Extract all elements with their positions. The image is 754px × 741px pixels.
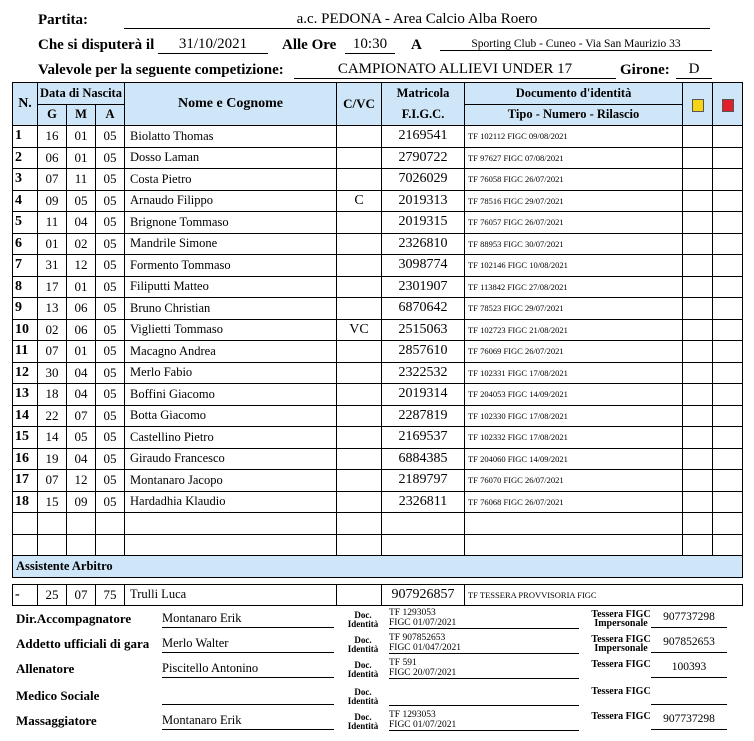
player-name: Boffini Giacomo [125,384,337,406]
red-card-cell [713,298,743,320]
col-documento-sub-header: Tipo - Numero - Rilascio [465,104,683,126]
birth-day: 11 [38,212,67,234]
empty-number [13,513,38,535]
player-row [13,255,743,277]
birth-month: 02 [67,233,96,255]
birth-month: 01 [67,341,96,363]
tessera-value: 907852653 [651,636,727,653]
captain-cell [337,276,382,298]
player-row [13,147,743,169]
empty-matricola [382,513,465,535]
staff-document-issue: FIGC 01/07/2021 [389,618,457,628]
staff-document [389,633,579,654]
player-row [13,190,743,212]
player-name: Bruno Christian [125,298,337,320]
red-card-cell [713,470,743,492]
document-cell: TF 97627 FIGC 07/08/2021 [465,147,683,169]
partita-label: Partita: [38,12,88,28]
yellow-card-cell [683,126,713,148]
document-cell: TF 78516 FIGC 29/07/2021 [465,190,683,212]
yellow-card-cell [683,212,713,234]
yellow-card-cell [683,233,713,255]
birth-day: 16 [38,126,67,148]
tessera-value: 100393 [651,661,727,678]
red-card-cell [713,276,743,298]
birth-month: 09 [67,491,96,513]
player-row [13,319,743,341]
yellow-card-cell [683,276,713,298]
empty-doc [465,513,683,535]
document-cell: TF 76070 FIGC 26/07/2021 [465,470,683,492]
player-name: Arnaudo Filippo [125,190,337,212]
red-card-cell [713,427,743,449]
birth-day: 19 [38,448,67,470]
competizione-label: Valevole per la seguente competizione: [38,62,284,78]
staff-document-issue: FIGC 20/07/2021 [389,668,457,678]
birth-year: 05 [96,233,125,255]
player-number: 3 [13,169,38,191]
birth-month: 06 [67,319,96,341]
birth-year: 05 [96,470,125,492]
col-red-card-header [713,83,743,126]
empty-doc [465,534,683,556]
doc-identita-label: Doc. Identità [347,660,379,679]
birth-month: 04 [67,448,96,470]
assistente-matricola: 907926857 [382,584,465,606]
player-name: Giraudo Francesco [125,448,337,470]
player-row [13,126,743,148]
assistente-number: - [13,584,38,606]
staff-document [389,608,579,629]
data-value: 31/10/2021 [158,36,268,54]
player-number: 12 [13,362,38,384]
birth-day: 02 [38,319,67,341]
player-name: Hardadhia Klaudio [125,491,337,513]
assistente-name: Trulli Luca [125,584,337,606]
birth-day: 07 [38,169,67,191]
birth-month: 05 [67,427,96,449]
document-cell: TF 113842 FIGC 27/08/2021 [465,276,683,298]
empty-month [67,534,96,556]
birth-day: 07 [38,470,67,492]
assistente-cvc [337,584,382,606]
document-cell: TF 102723 FIGC 21/08/2021 [465,319,683,341]
empty-name [125,513,337,535]
empty-month [67,513,96,535]
yellow-card-cell [683,147,713,169]
red-card-cell [713,319,743,341]
empty-cvc [337,534,382,556]
staff-name: Montanaro Erik [162,713,334,730]
yellow-card-cell [683,470,713,492]
birth-month: 01 [67,126,96,148]
tessera-value [651,688,727,705]
birth-month: 04 [67,384,96,406]
birth-year: 05 [96,190,125,212]
birth-month: 12 [67,470,96,492]
yellow-card-cell [683,169,713,191]
player-row [13,405,743,427]
player-row [13,276,743,298]
col-a-header: A [96,104,125,126]
staff-role-label: Allenatore [16,661,75,676]
birth-year: 05 [96,147,125,169]
red-card-cell [713,362,743,384]
staff-role-label: Addetto ufficiali di gara [16,636,150,651]
luogo-value: Sporting Club - Cuneo - Via San Maurizio 33 [440,36,712,51]
captain-cell [337,169,382,191]
captain-cell [337,255,382,277]
birth-month: 04 [67,212,96,234]
document-cell: TF 76058 FIGC 26/07/2021 [465,169,683,191]
player-number: 2 [13,147,38,169]
birth-month: 01 [67,276,96,298]
captain-cell [337,405,382,427]
document-cell: TF 102331 FIGC 17/08/2021 [465,362,683,384]
tessera-label: Tessera FIGC Impersonale [591,609,651,629]
red-card-cell [713,255,743,277]
col-nome-header: Nome e Cognome [125,83,337,126]
red-card-cell [713,341,743,363]
player-number: 4 [13,190,38,212]
player-row [13,212,743,234]
player-row [13,233,743,255]
spacer-row [13,577,743,584]
staff-name: Merlo Walter [162,636,334,653]
matricola-cell: 7026029 [382,169,465,191]
matricola-cell: 2515063 [382,319,465,341]
player-number: 9 [13,298,38,320]
player-name: Mandrile Simone [125,233,337,255]
red-card-cell [713,384,743,406]
birth-month: 12 [67,255,96,277]
matricola-cell: 2326810 [382,233,465,255]
player-name: Macagno Andrea [125,341,337,363]
matricola-cell: 2857610 [382,341,465,363]
col-matricola-header: Matricola [382,83,465,105]
document-cell: TF 204060 FIGC 14/09/2021 [465,448,683,470]
birth-year: 05 [96,405,125,427]
yellow-card-cell [683,491,713,513]
assistente-section-row [13,556,743,578]
empty-yellow [683,513,713,535]
birth-day: 18 [38,384,67,406]
document-cell: TF 76057 FIGC 26/07/2021 [465,212,683,234]
birth-year: 05 [96,298,125,320]
yellow-card-icon [692,99,704,112]
assistente-section-label: Assistente Arbitro [13,556,743,578]
red-card-cell [713,169,743,191]
empty-year [96,534,125,556]
red-card-icon [722,99,734,112]
document-cell: TF 76068 FIGC 26/07/2021 [465,491,683,513]
staff-document-type: TF 907852653 [389,633,446,643]
captain-cell [337,212,382,234]
col-documento-header: Documento d'identità [465,83,683,105]
ore-label: Alle Ore [282,37,337,53]
empty-red [713,513,743,535]
captain-cell: VC [337,319,382,341]
assistente-row [13,584,743,606]
staff-document-type: TF 591 [389,658,417,668]
yellow-card-cell [683,405,713,427]
tessera-label: Tessera FIGC Impersonale [591,634,651,654]
tessera-value: 907737298 [651,611,727,628]
player-row [13,298,743,320]
player-number: 14 [13,405,38,427]
captain-cell [337,126,382,148]
birth-day: 06 [38,147,67,169]
player-number: 13 [13,384,38,406]
staff-document-type: TF 1293053 [389,608,436,618]
player-number: 16 [13,448,38,470]
birth-day: 09 [38,190,67,212]
data-label: Che si disputerà il [38,37,155,53]
staff-document-issue: FIGC 01/07/2021 [389,720,457,730]
yellow-card-cell [683,362,713,384]
red-card-cell [713,190,743,212]
matricola-cell: 2169537 [382,427,465,449]
tessera-label: Tessera FIGC [591,686,651,697]
assistente-day: 25 [38,584,67,606]
document-cell: TF 76069 FIGC 26/07/2021 [465,341,683,363]
matricola-cell: 6870642 [382,298,465,320]
birth-day: 17 [38,276,67,298]
red-card-cell [713,405,743,427]
birth-day: 07 [38,341,67,363]
red-card-cell [713,212,743,234]
document-cell: TF 102332 FIGC 17/08/2021 [465,427,683,449]
matricola-cell: 6884385 [382,448,465,470]
player-name: Castellino Pietro [125,427,337,449]
matricola-cell: 2326811 [382,491,465,513]
birth-year: 05 [96,169,125,191]
staff-role-label: Medico Sociale [16,688,100,703]
matricola-cell: 2169541 [382,126,465,148]
player-row [13,169,743,191]
matricola-cell: 2790722 [382,147,465,169]
document-cell: TF 204053 FIGC 14/09/2021 [465,384,683,406]
empty-number [13,534,38,556]
yellow-card-cell [683,341,713,363]
birth-day: 13 [38,298,67,320]
tessera-label: Tessera FIGC [591,659,651,670]
empty-name [125,534,337,556]
birth-day: 22 [38,405,67,427]
red-card-cell [713,448,743,470]
empty-row [13,513,743,535]
assistente-month: 07 [67,584,96,606]
captain-cell [337,147,382,169]
yellow-card-cell [683,384,713,406]
red-card-cell [713,126,743,148]
birth-month: 07 [67,405,96,427]
staff-document-issue: FIGC 01/047/2021 [389,643,462,653]
staff-role-label: Dir.Accompagnatore [16,611,132,626]
matricola-cell: 2189797 [382,470,465,492]
assistente-year: 75 [96,584,125,606]
red-card-cell [713,233,743,255]
col-m-header: M [67,104,96,126]
birth-month: 06 [67,298,96,320]
staff-name: Piscitello Antonino [162,661,334,678]
player-number: 1 [13,126,38,148]
player-name: Filiputti Matteo [125,276,337,298]
staff-document [389,685,579,706]
player-row [13,341,743,363]
empty-year [96,513,125,535]
player-row [13,384,743,406]
player-name: Formento Tommaso [125,255,337,277]
player-number: 18 [13,491,38,513]
yellow-card-cell [683,427,713,449]
birth-year: 05 [96,276,125,298]
captain-cell [337,362,382,384]
empty-day [38,513,67,535]
birth-day: 01 [38,233,67,255]
birth-year: 05 [96,341,125,363]
empty-day [38,534,67,556]
player-number: 8 [13,276,38,298]
player-name: Montanaro Jacopo [125,470,337,492]
staff-role-label: Massaggiatore [16,713,97,728]
document-cell: TF 102146 FIGC 10/08/2021 [465,255,683,277]
player-number: 11 [13,341,38,363]
assistente-document: TF TESSERA PROVVISORIA FIGC [465,584,743,606]
player-number: 5 [13,212,38,234]
red-card-cell [713,491,743,513]
player-name: Costa Pietro [125,169,337,191]
birth-month: 04 [67,362,96,384]
luogo-prefix: A [411,37,422,53]
player-name: Merlo Fabio [125,362,337,384]
yellow-card-cell [683,298,713,320]
matricola-cell: 2322532 [382,362,465,384]
player-row [13,448,743,470]
matricola-cell: 2019314 [382,384,465,406]
birth-month: 01 [67,147,96,169]
birth-year: 05 [96,255,125,277]
document-cell: TF 102112 FIGC 09/08/2021 [465,126,683,148]
player-name: Botta Giacomo [125,405,337,427]
document-cell: TF 78523 FIGC 29/07/2021 [465,298,683,320]
empty-row [13,534,743,556]
empty-yellow [683,534,713,556]
matricola-cell: 2019313 [382,190,465,212]
player-name: Brignone Tommaso [125,212,337,234]
yellow-card-cell [683,190,713,212]
captain-cell [337,341,382,363]
ore-value: 10:30 [345,36,395,54]
girone-label: Girone: [620,62,670,78]
player-number: 7 [13,255,38,277]
player-name: Dosso Laman [125,147,337,169]
doc-identita-label: Doc. Identità [347,687,379,706]
captain-cell [337,384,382,406]
col-data-nascita-header: Data di Nascita [38,83,125,105]
player-name: Viglietti Tommaso [125,319,337,341]
birth-year: 05 [96,427,125,449]
captain-cell [337,298,382,320]
staff-name: Montanaro Erik [162,611,334,628]
captain-cell: C [337,190,382,212]
staff-document-type: TF 1293053 [389,710,436,720]
col-yellow-card-header [683,83,713,126]
captain-cell [337,448,382,470]
birth-day: 31 [38,255,67,277]
tessera-value: 907737298 [651,713,727,730]
player-number: 15 [13,427,38,449]
player-row [13,491,743,513]
captain-cell [337,233,382,255]
player-number: 17 [13,470,38,492]
birth-day: 15 [38,491,67,513]
document-cell: TF 102330 FIGC 17/08/2021 [465,405,683,427]
yellow-card-cell [683,255,713,277]
player-row [13,427,743,449]
staff-document [389,658,579,679]
birth-year: 05 [96,362,125,384]
birth-year: 05 [96,448,125,470]
staff-name [162,688,334,705]
doc-identita-label: Doc. Identità [347,712,379,731]
player-name: Biolatto Thomas [125,126,337,148]
birth-year: 05 [96,126,125,148]
col-cvc-header: C/VC [337,83,382,126]
player-row [13,470,743,492]
doc-identita-label: Doc. Identità [347,635,379,654]
birth-year: 05 [96,384,125,406]
birth-year: 05 [96,491,125,513]
col-n-header: N. [13,83,38,126]
yellow-card-cell [683,319,713,341]
tessera-label: Tessera FIGC [591,711,651,722]
birth-year: 05 [96,212,125,234]
document-cell: TF 88953 FIGC 30/07/2021 [465,233,683,255]
player-number: 6 [13,233,38,255]
doc-identita-label: Doc. Identità [347,610,379,629]
yellow-card-cell [683,448,713,470]
red-card-cell [713,147,743,169]
matricola-cell: 2301907 [382,276,465,298]
birth-month: 05 [67,190,96,212]
empty-cvc [337,513,382,535]
captain-cell [337,427,382,449]
player-row [13,362,743,384]
player-number: 10 [13,319,38,341]
captain-cell [337,491,382,513]
matricola-cell: 2019315 [382,212,465,234]
spacer-cell [13,577,743,584]
roster-table [12,82,743,606]
matricola-cell: 2287819 [382,405,465,427]
birth-month: 11 [67,169,96,191]
captain-cell [337,470,382,492]
girone-value: D [676,61,712,79]
col-g-header: G [38,104,67,126]
birth-day: 30 [38,362,67,384]
birth-day: 14 [38,427,67,449]
staff-document [389,710,579,731]
partita-value: a.c. PEDONA - Area Calcio Alba Roero [124,11,710,29]
birth-year: 05 [96,319,125,341]
competizione-value: CAMPIONATO ALLIEVI UNDER 17 [294,61,616,79]
col-figc-header: F.I.G.C. [382,104,465,126]
empty-matricola [382,534,465,556]
empty-red [713,534,743,556]
matricola-cell: 3098774 [382,255,465,277]
